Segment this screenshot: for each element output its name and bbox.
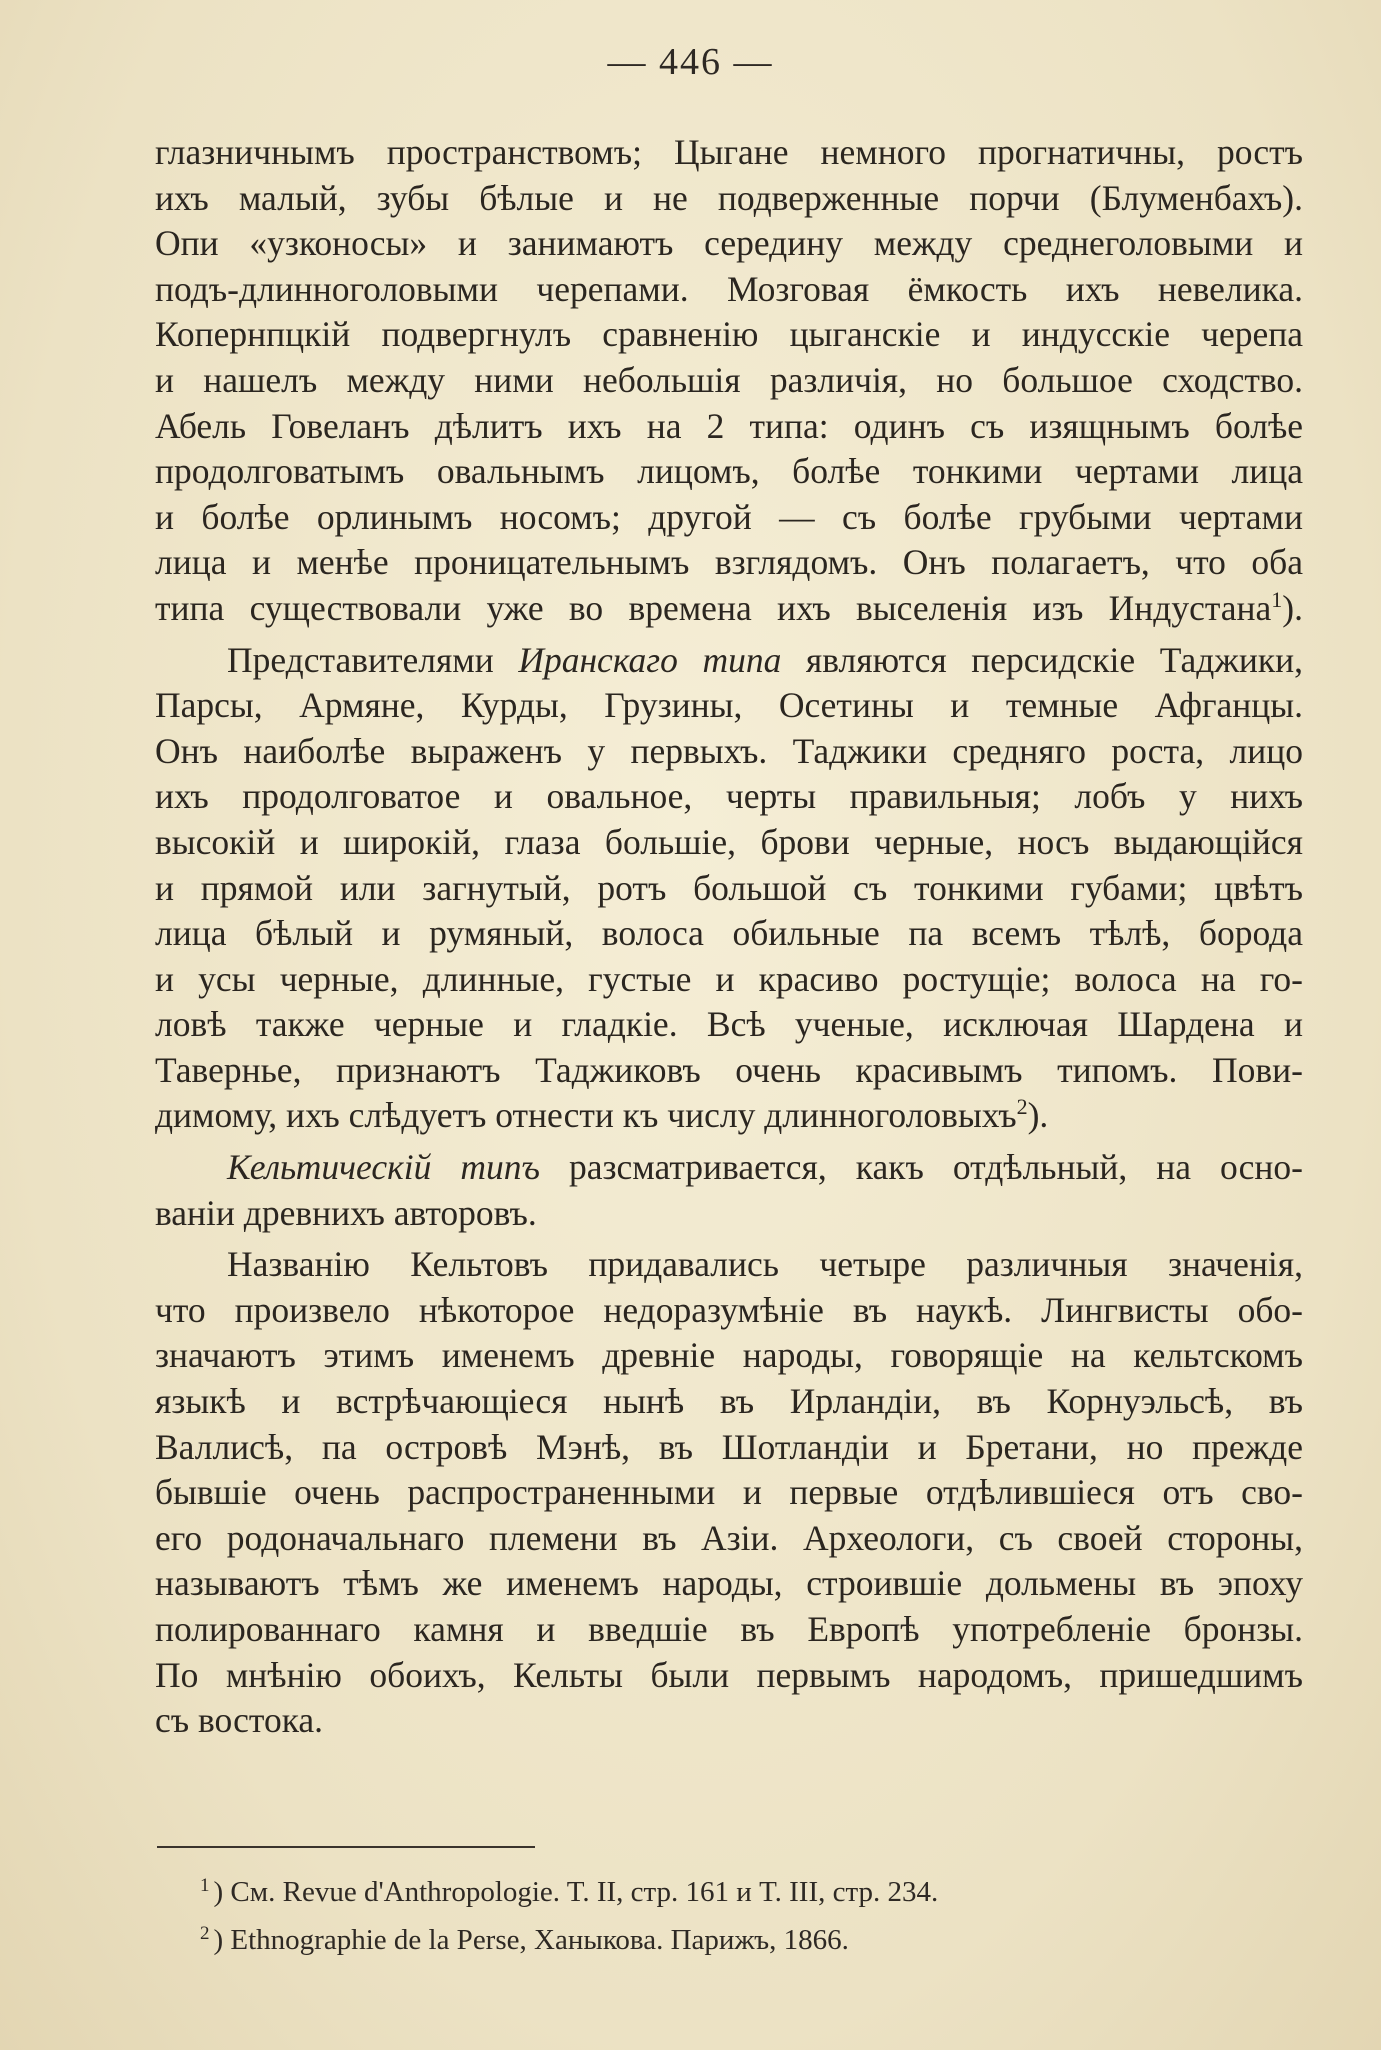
paragraph-3: [155, 1145, 1303, 1236]
text-line: Опи «узконосы» и занимаютъ середину между среднеголовыми и: [155, 223, 1303, 264]
footnote-text: ) См. Revue d'Anthropologie. T. II, стр. 161 и T. III, стр. 234.: [213, 1876, 939, 1908]
text-line: Парсы, Армяне, Курды, Грузины, Осетины и темные Афганцы.: [155, 685, 1303, 726]
text-line: его родоначальнаго племени въ Азіи. Археологи, съ своей стороны,: [155, 1517, 1303, 1558]
text-line: подъ-длинноголовыми черепами. Мозговая ёмкость ихъ невелика.: [155, 268, 1303, 309]
text-line: высокій и широкій, глаза большіе, брови черные, носъ выдающійся: [155, 821, 1303, 862]
footnote-divider: [157, 1846, 535, 1848]
text-line: [155, 586, 1303, 632]
text-line: значаютъ этимъ именемъ древніе народы, говорящіе на кельтскомъ: [155, 1335, 1303, 1376]
text-segment: разсматривается, какъ отдѣльный, на осно-: [539, 1147, 1303, 1188]
text-line: лица и менѣе проницательнымъ взглядомъ. Онъ полагаетъ, что оба: [155, 542, 1303, 583]
text-line: ихъ малый, зубы бѣлые и не подверженные порчи (Блуменбахъ).: [155, 177, 1303, 218]
footnote-text: ) Ethnographie de la Perse, Ханыкова. Парижъ, 1866.: [213, 1924, 849, 1956]
footnote-reference: 1: [1271, 586, 1283, 612]
text-line: Онъ наиболѣе выраженъ у первыхъ. Таджики средняго роста, лицо: [155, 730, 1303, 771]
text-line: съ востока.: [155, 1700, 324, 1741]
text-line: продолговатымъ овальнымъ лицомъ, болѣе тонкими чертами лица: [155, 451, 1303, 492]
paragraph-1: [155, 130, 1303, 632]
text-line: Абель Говеланъ дѣлитъ ихъ на 2 типа: одинъ съ изящнымъ болѣе: [155, 405, 1303, 446]
text-line: По мнѣнію обоихъ, Кельты были первымъ народомъ, пришедшимъ: [155, 1654, 1303, 1695]
text-line: глазничнымъ пространствомъ; Цыгане немного прогнатичны, ростъ: [155, 132, 1303, 172]
text-line: [155, 1145, 1303, 1191]
italic-term: Кельтическій типъ: [227, 1147, 540, 1188]
paragraph-2: [155, 638, 1303, 1140]
footnote-1: [200, 1868, 1200, 1916]
text-segment: димому, ихъ слѣдуетъ отнести къ числу длинноголовыхъ: [155, 1095, 1017, 1136]
text-line: языкѣ и встрѣчающіеся нынѣ въ Ирландіи, въ Корнуэльсѣ, въ: [155, 1381, 1303, 1422]
text-line: полированнаго камня и введшіе въ Европѣ употребленіе бронзы.: [155, 1609, 1303, 1649]
text-line: и нашелъ между ними небольшія различія, но большое сходство.: [155, 359, 1303, 400]
footnote-2: [200, 1916, 1200, 1964]
text-line: бывшіе очень распространенными и первые отдѣлившіеся отъ сво-: [155, 1472, 1303, 1513]
text-segment: являются персидскіе Таджики,: [781, 639, 1303, 680]
footnote-reference: 2: [1016, 1094, 1028, 1120]
text-line: и усы черные, длинные, густые и красиво ростущіе; волоса на го-: [155, 958, 1303, 999]
text-line: [155, 1093, 1303, 1139]
text-line: ваніи древнихъ авторовъ.: [155, 1192, 537, 1233]
footnote-mark: 1: [200, 1875, 210, 1896]
text-line: и болѣе орлинымъ носомъ; другой — съ болѣе грубыми чертами: [155, 496, 1303, 537]
text-line: называютъ тѣмъ же именемъ народы, строившіе дольмены въ эпоху: [155, 1563, 1303, 1604]
text-line: Тавернье, признаютъ Таджиковъ очень красивымъ типомъ. Пови-: [155, 1049, 1303, 1090]
text-line: [155, 638, 1303, 684]
footnotes: [200, 1868, 1200, 1964]
text-line: Копернпцкій подвергнулъ сравненію цыганскіе и индусскіе черепа: [155, 314, 1303, 355]
text-segment: ).: [1027, 1095, 1049, 1136]
text-segment: типа существовали уже во времена ихъ выселенія изъ Индустана: [155, 587, 1272, 628]
italic-term: Иранскаго типа: [518, 639, 782, 680]
text-line: Названію Кельтовъ придавались четыре различныя значенія,: [227, 1244, 1303, 1285]
text-line: что произвело нѣкоторое недоразумѣніе въ наукѣ. Лингвисты обо-: [155, 1289, 1303, 1330]
page-number: — 446 —: [607, 41, 774, 83]
body-text: [155, 130, 1303, 1744]
text-segment: ).: [1282, 587, 1303, 628]
text-line: лица бѣлый и румяный, волоса обильные па всемъ тѣлѣ, борода: [155, 913, 1303, 954]
text-line: ихъ продолговатое и овальное, черты правильныя; лобъ у нихъ: [155, 776, 1303, 817]
text-line: ловѣ также черные и гладкіе. Всѣ ученые, исключая Шардена и: [155, 1004, 1303, 1045]
footnote-mark: 2: [200, 1923, 210, 1944]
paragraph-4: [155, 1242, 1303, 1744]
text-segment: Представителями: [227, 639, 519, 680]
text-line: и прямой или загнутый, ротъ большой съ тонкими губами; цвѣтъ: [155, 867, 1303, 908]
text-line: Валлисѣ, па островѣ Мэнѣ, въ Шотландіи и Бретани, но прежде: [155, 1426, 1303, 1467]
